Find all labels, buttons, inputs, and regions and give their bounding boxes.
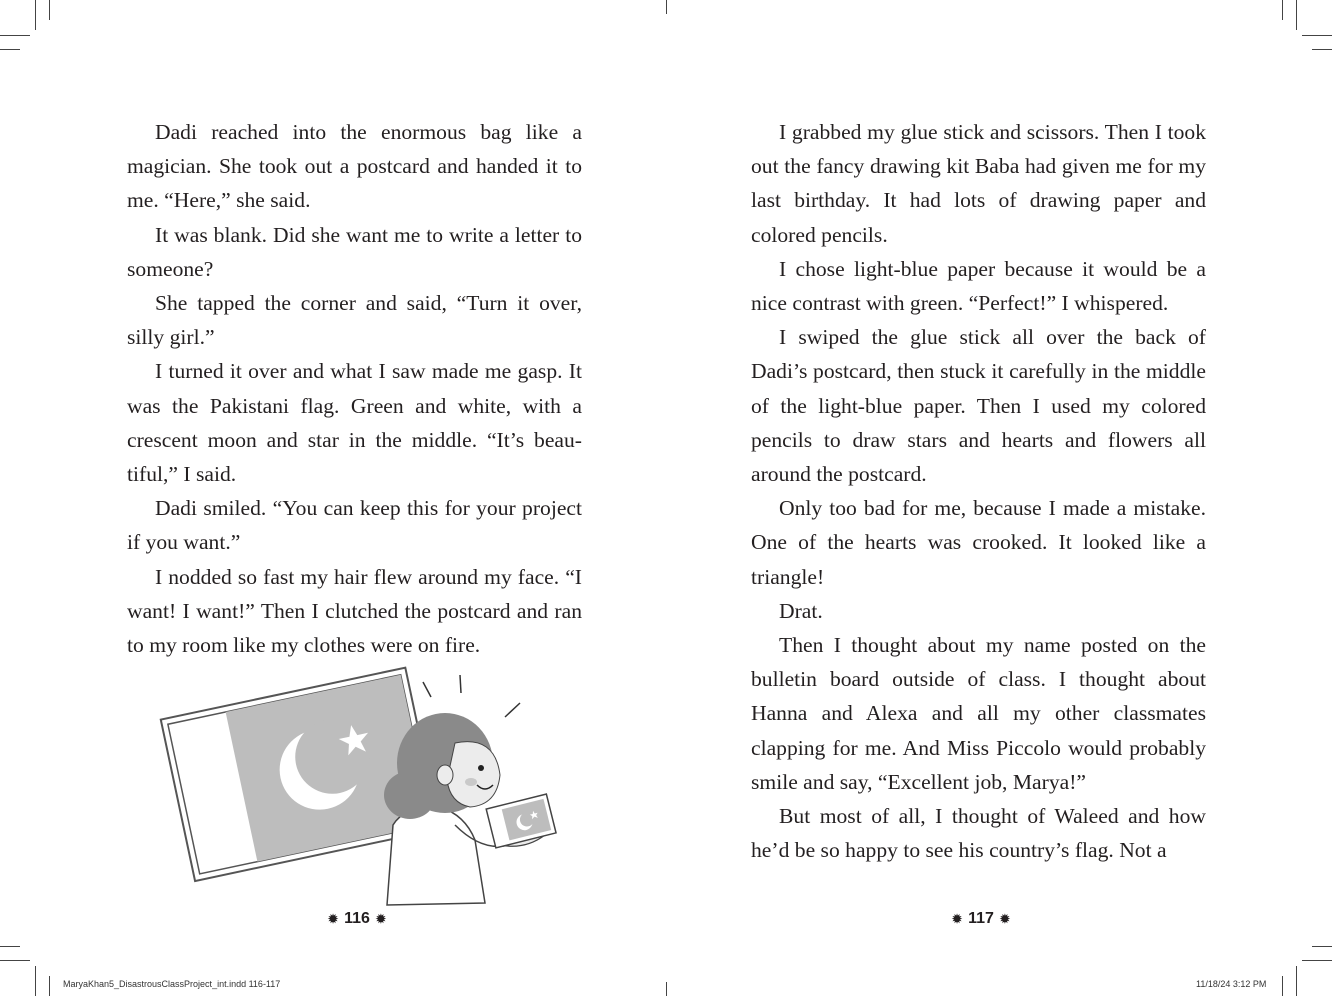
page-number: 117 [968, 910, 994, 927]
left-page-body [127, 115, 582, 662]
crop-mark [1296, 0, 1297, 30]
crop-mark [0, 960, 30, 961]
crop-mark [1302, 35, 1332, 36]
crop-mark [35, 0, 36, 30]
paragraph: I turned it over and what I saw made me gasp. It was the Pakistani flag. Green and white, with a crescent moon and star in the middle. “It’s beautiful,” I said. [127, 359, 582, 487]
page-number: 116 [344, 910, 370, 927]
crop-mark [1282, 976, 1283, 996]
ornament-icon: ✹ [952, 912, 963, 926]
paragraph: Then I thought about my name posted on the bulletin board outside of class. I thought about Hanna and Alexa and all my other classmates clapping for me. And Miss Piccolo would probably smile and say, “Excellent job, Marya!” [751, 633, 1206, 794]
crop-mark [0, 49, 20, 50]
crop-mark [1282, 0, 1283, 20]
paragraph: Drat. [779, 598, 823, 623]
crop-mark [1312, 946, 1332, 947]
paragraph: I nodded so fast my hair flew around my face. “I want! I want!” Then I clutched the postcard and ran to my room like my clothes were on fire. [127, 564, 582, 658]
ornament-icon: ✹ [999, 912, 1010, 926]
right-page-body [751, 115, 1206, 867]
ornament-icon: ✹ [328, 912, 339, 926]
paragraph: I grabbed my glue stick and scissors. Then I took out the fancy drawing kit Baba had given me for my last birthday. It had lots of drawing paper and colored pencils. [751, 120, 1206, 247]
crop-mark [1296, 966, 1297, 996]
paragraph: It was blank. Did she want me to write a letter to someone? [127, 222, 582, 281]
paragraph: Dadi smiled. “You can keep this for your project if you want.” [127, 496, 582, 555]
crop-mark [0, 35, 30, 36]
crop-mark [1302, 960, 1332, 961]
crop-mark [49, 0, 50, 20]
crop-mark [35, 966, 36, 996]
ornament-icon: ✹ [375, 912, 386, 926]
slug-filename: MaryaKhan5_DisastrousClassProject_int.indd 116-117 [63, 979, 281, 989]
girl-with-flag-illustration [155, 665, 565, 913]
crop-mark [666, 0, 667, 14]
crop-mark [49, 976, 50, 996]
page-number-left [328, 910, 386, 928]
paragraph: But most of all, I thought of Waleed and how he’d be so happy to see his country’s flag. Not a [751, 804, 1206, 863]
crop-mark [1312, 49, 1332, 50]
page-number-right [952, 910, 1010, 928]
paragraph: Dadi reached into the enormous bag like a magician. She took out a postcard and handed it to me. “Here,” she said. [127, 120, 582, 213]
paragraph: I swiped the glue stick all over the back of Dadi’s postcard, then stuck it carefully in the middle of the light-blue paper. Then I used my colored pencils to draw stars and hearts and flowers all around the postcard. [751, 325, 1206, 487]
paragraph: She tapped the corner and said, “Turn it over, silly girl.” [127, 291, 582, 350]
slug-datetime: 11/18/24 3:12 PM [1196, 979, 1267, 989]
paragraph: Only too bad for me, because I made a mistake. One of the hearts was crooked. It looked like a triangle! [751, 496, 1206, 589]
crop-mark [0, 946, 20, 947]
paragraph: I chose light-blue paper because it would be a nice contrast with green. “Perfect!” I whispered. [751, 256, 1206, 316]
crop-mark [666, 982, 667, 996]
